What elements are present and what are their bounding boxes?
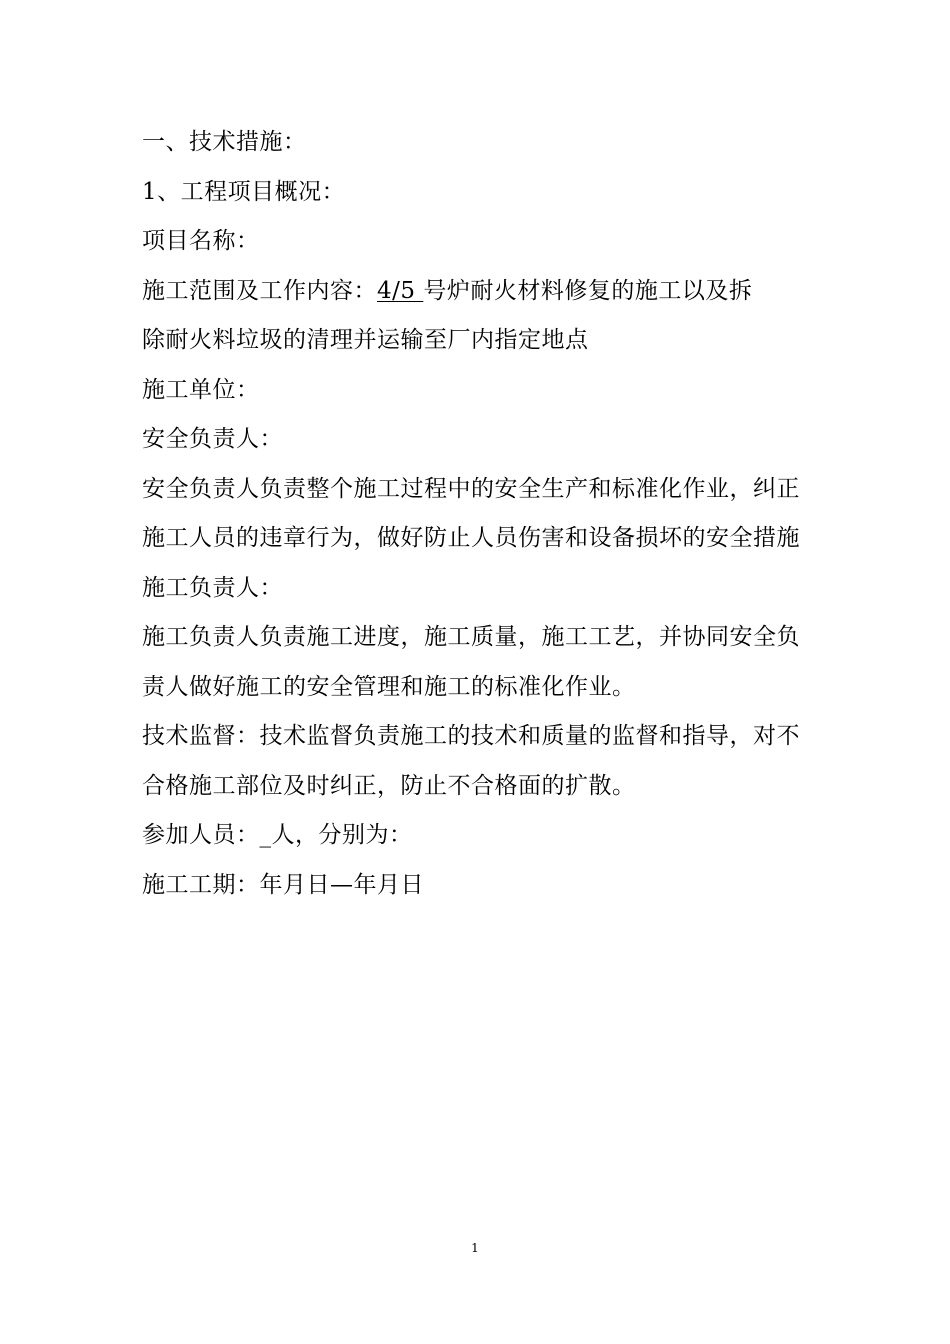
safety-lead-duty-line-2: 施工人员的违章行为，做好防止人员伤害和设备损坏的安全措施 [142, 525, 800, 551]
page-number: 1 [471, 1241, 479, 1255]
construction-lead-duty-line-2: 责人做好施工的安全管理和施工的标准化作业。 [142, 673, 636, 700]
furnace-number: 4/5 [377, 277, 424, 304]
safety-lead-duty-line-1: 安全负责人负责整个施工过程中的安全生产和标准化作业，纠正 [142, 475, 800, 502]
participants-line: 参加人员：_人，分别为： [142, 822, 413, 848]
subsection-heading: 1、工程项目概况： [142, 178, 346, 205]
construction-period-line: 施工工期：年月日—年月日 [142, 871, 424, 898]
construction-scope-text: 号炉耐火材料修复的施工以及拆 [423, 277, 753, 304]
technical-supervision-line-2: 合格施工部位及时纠正，防止不合格面的扩散。 [142, 772, 636, 799]
construction-scope-continuation: 除耐火料垃圾的清理并运输至厂内指定地点 [142, 327, 589, 353]
construction-lead-duty-line-1: 施工负责人负责施工进度，施工质量，施工工艺，并协同安全负 [142, 624, 800, 650]
project-name-line: 项目名称： [142, 228, 260, 254]
construction-scope-label: 施工范围及工作内容： [142, 277, 377, 304]
safety-lead-line: 安全负责人： [142, 426, 283, 452]
construction-unit-line: 施工单位： [142, 376, 260, 403]
document-body [142, 118, 812, 910]
construction-scope-line [142, 267, 812, 317]
construction-lead-line: 施工负责人： [142, 574, 283, 601]
section-heading: 一、技术措施： [142, 129, 307, 155]
technical-supervision-line-1: 技术监督：技术监督负责施工的技术和质量的监督和指导，对不 [142, 723, 800, 749]
